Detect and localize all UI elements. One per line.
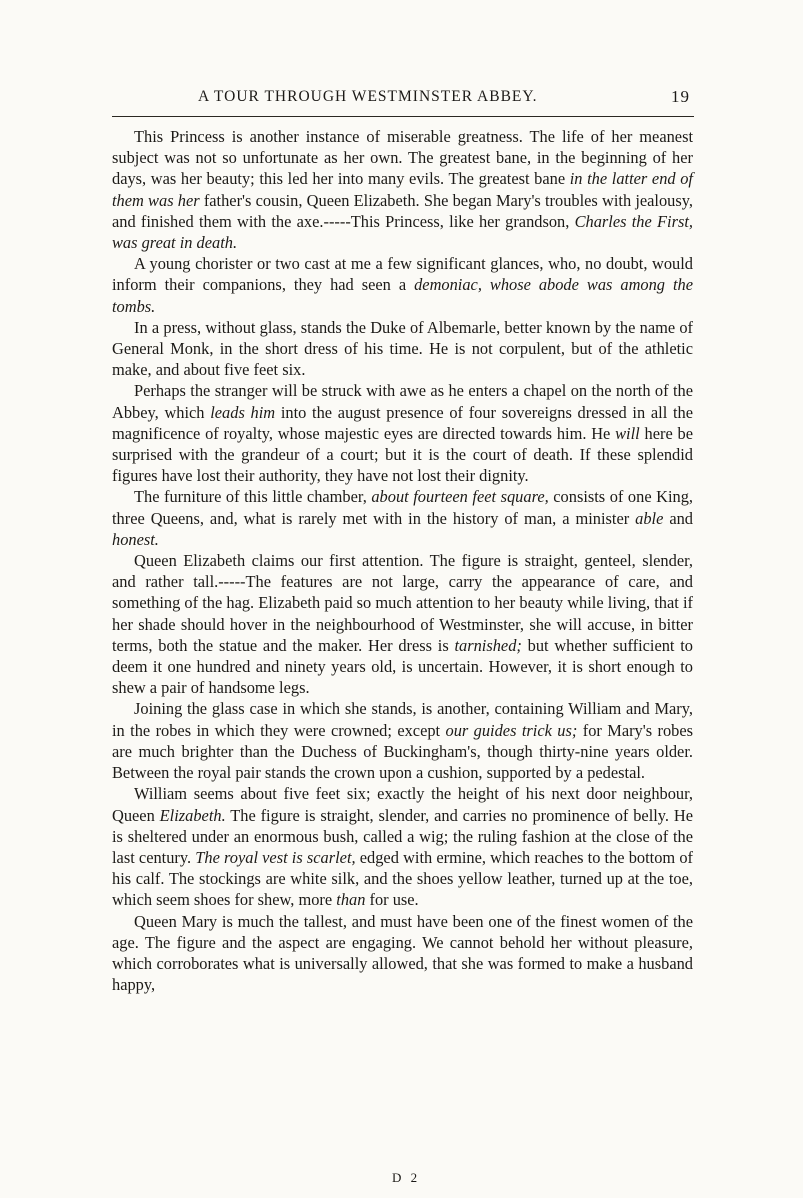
paragraph <box>112 550 693 698</box>
italic-run: will <box>615 423 640 443</box>
text-run: for use. <box>365 890 419 910</box>
header-rule <box>112 116 694 117</box>
paragraph <box>112 317 693 381</box>
text-run: here be surprised with the grandeur of a court; but it is the court of death. If these splendid figures have lost their authority, they have not lost their dignity. <box>112 423 693 486</box>
paragraph <box>112 698 693 783</box>
italic-run: tarnished; <box>454 635 522 655</box>
text-run: for Mary's robes are much brighter than the Duchess of Buckingham's, though thirty-nine years older. Between the royal pair stands the crown upon a cushion, supported by a pedestal. <box>112 720 693 783</box>
running-title: A TOUR THROUGH WESTMINSTER ABBEY. <box>198 88 538 105</box>
text-run: Perhaps the stranger will be struck with awe as he enters a chapel on the north of the Abbey, which <box>112 381 693 422</box>
paragraph <box>112 380 693 486</box>
body-text <box>112 126 693 995</box>
text-run: Joining the glass case in which she stands, is another, containing William and Mary, in the robes in which they were crowned; except <box>112 699 693 740</box>
italic-run: demoniac, whose abode was among the tombs. <box>112 275 693 316</box>
italic-run: leads him <box>210 402 276 422</box>
italic-run: able <box>635 508 664 528</box>
signature-mark: D 2 <box>392 1170 421 1185</box>
text-run: consists of one King, three Queens, and, what is rarely met with in the history of man, a minister <box>112 487 694 528</box>
page-number: 19 <box>671 87 690 106</box>
italic-run: about fourteen feet square, <box>371 487 549 507</box>
text-run: A young chorister or two cast at me a few significant glances, who, no doubt, would inform their companions, they had seen a <box>112 254 693 295</box>
text-run: The furniture of this little chamber, <box>134 487 372 507</box>
text-run: edged with ermine, which reaches to the bottom of his calf. The stockings are white silk, and the shoes yellow leather, turned up at the toe, which seem shoes for shew, more <box>112 847 693 910</box>
text-run: Queen Elizabeth claims our first attention. The figure is straight, genteel, slender, and rather tall.-----The features are not large, carry the appearance of care, and something of the hag. Elizabeth paid so much attention to her beauty while living, that if her shade should hover in the neighbourhood of Westminster, she will accuse, in bitter terms, both the statue and the maker. Her dress is <box>112 551 693 655</box>
italic-run: in the latter end of them was her <box>112 169 693 210</box>
text-run: father's cousin, Queen Elizabeth. She began Mary's troubles with jealousy, and finished them with the axe.-----This Princess, like her grandson, <box>112 190 693 231</box>
text-run: Queen Mary is much the tallest, and must have been one of the finest women of the age. The figure and the aspect are engaging. We cannot behold her without pleasure, which corroborates what is universally allowed, that she was formed to make a husband happy, <box>112 911 693 995</box>
italic-run: Charles the First, was great in death. <box>112 211 693 253</box>
paragraph <box>112 911 693 996</box>
text-run: William seems about five feet six; exactly the height of his next door neighbour, Queen <box>112 784 693 825</box>
text-run: In a press, without glass, stands the Duke of Albemarle, better known by the name of General Monk, in the short dress of his time. He is not corpulent, but of the athletic make, and about five feet six. <box>112 317 693 380</box>
paragraph <box>112 783 693 910</box>
paragraph <box>112 126 693 253</box>
text-run: into the august presence of four sovereigns dressed in all the magnificence of royalty, whose majestic eyes are directed towards him. He <box>112 402 693 443</box>
paragraph <box>112 253 693 317</box>
italic-run: than <box>336 890 366 910</box>
text-run: but whether sufficient to deem it one hundred and ninety years old, is uncertain. However, it is short enough to shew a pair of handsome legs. <box>112 635 693 698</box>
text-run: and <box>663 508 693 528</box>
text-run: This Princess is another instance of miserable greatness. The life of her meanest subject was not so unfortunate as her own. The greatest bane, in the beginning of her days, was her beauty; this led her into many evils. The greatest bane <box>112 127 693 189</box>
italic-run: our guides trick us; <box>445 720 578 740</box>
italic-run: The royal vest is scarlet, <box>195 847 356 867</box>
text-run: The figure is straight, slender, and carries no prominence of belly. He is sheltered under an enormous bush, called a wig; the ruling fashion at the close of the last century. <box>112 805 694 867</box>
italic-run: honest. <box>112 529 159 549</box>
italic-run: Elizabeth. <box>159 805 226 825</box>
paragraph <box>112 486 693 550</box>
